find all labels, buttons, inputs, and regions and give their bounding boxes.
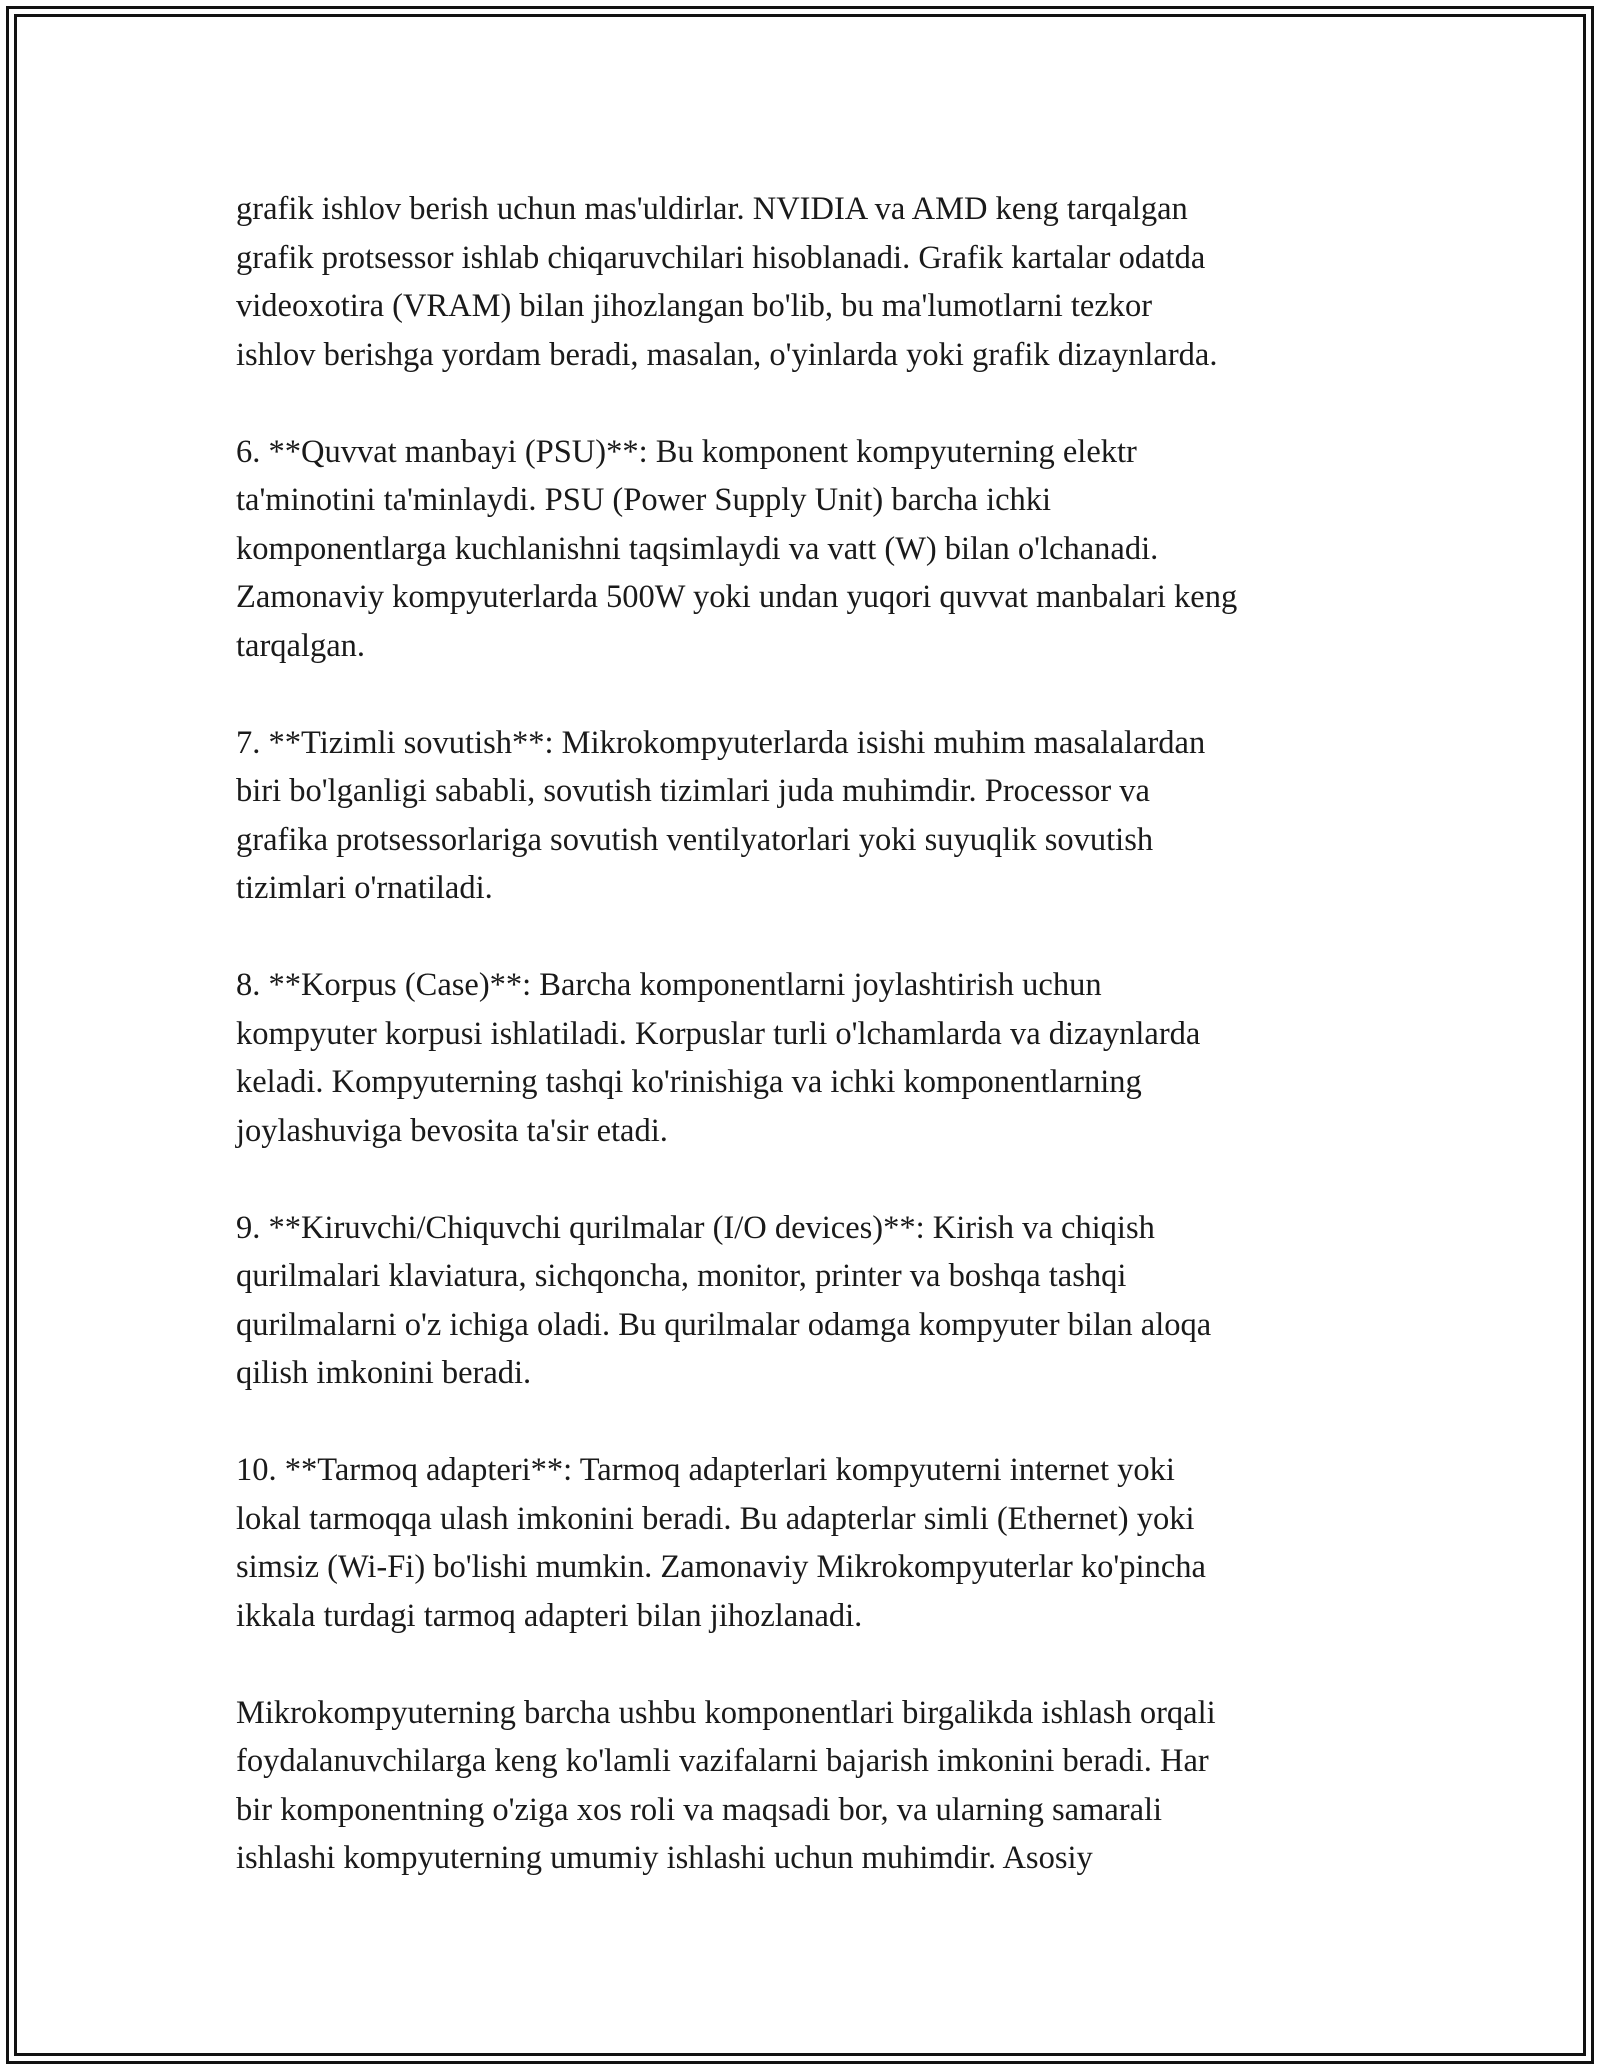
paragraph-network-adapter <box>236 1446 1386 1640</box>
text-line: 10. **Tarmoq adapteri**: Tarmoq adapterlari kompyuterni internet yoki <box>236 1452 1175 1488</box>
paragraph-case <box>236 961 1386 1155</box>
text-line: 8. **Korpus (Case)**: Barcha komponentlarni joylashtirish uchun <box>236 967 1102 1003</box>
text-line: ikkala turdagi tarmoq adapteri bilan jihozlanadi. <box>236 1597 863 1634</box>
paragraph-cooling <box>236 719 1386 913</box>
text-line: Mikrokompyuterning barcha ushbu komponentlari birgalikda ishlash orqali <box>236 1694 1216 1731</box>
text-line: qurilmalarni o'z ichiga oladi. Bu qurilmalar odamga kompyuter bilan aloqa <box>236 1306 1212 1343</box>
paragraph-io-devices <box>236 1204 1386 1398</box>
text-line: lokal tarmoqqa ulash imkonini beradi. Bu adapterlar simli (Ethernet) yoki <box>236 1500 1195 1537</box>
text-line: kompyuter korpusi ishlatiladi. Korpuslar turli o'lchamlarda va dizaynlarda <box>236 1015 1201 1052</box>
paragraph-summary <box>236 1689 1386 1883</box>
document-body <box>236 185 1386 1931</box>
text-line: qurilmalari klaviatura, sichqoncha, monitor, printer va boshqa tashqi <box>236 1258 1127 1294</box>
text-line: qilish imkonini beradi. <box>236 1355 532 1391</box>
text-line: simsiz (Wi-Fi) bo'lishi mumkin. Zamonaviy Mikrokompyuterlar ko'pincha <box>236 1549 1206 1585</box>
paragraph-psu <box>236 428 1386 671</box>
text-line: grafik protsessor ishlab chiqaruvchilari hisoblanadi. Grafik kartalar odatda <box>236 239 1206 276</box>
text-line: ishlov berishga yordam beradi, masalan, o'yinlarda yoki grafik dizaynlarda. <box>236 336 1218 373</box>
text-line: keladi. Kompyuterning tashqi ko'rinishiga va ichki komponentlarning <box>236 1064 1142 1100</box>
text-line: Zamonaviy kompyuterlarda 500W yoki undan yuqori quvvat manbalari keng <box>236 579 1238 615</box>
text-line: foydalanuvchilarga keng ko'lamli vazifalarni bajarish imkonini beradi. Har <box>236 1743 1209 1779</box>
text-line: biri bo'lganligi sababli, sovutish tizimlari juda muhimdir. Processor va <box>236 773 1150 809</box>
text-line: bir komponentning o'ziga xos roli va maqsadi bor, va ularning samarali <box>236 1791 1163 1828</box>
paragraph-graphics-card <box>236 185 1386 379</box>
text-line: 7. **Tizimli sovutish**: Mikrokompyuterlarda isishi muhim masalalardan <box>236 724 1206 761</box>
text-line: komponentlarga kuchlanishni taqsimlaydi va vatt (W) bilan o'lchanadi. <box>236 530 1159 567</box>
text-line: grafik ishlov berish uchun mas'uldirlar. NVIDIA va AMD keng tarqalgan <box>236 191 1188 227</box>
text-line: tarqalgan. <box>236 627 366 664</box>
text-line: 9. **Kiruvchi/Chiquvchi qurilmalar (I/O devices)**: Kirish va chiqish <box>236 1209 1155 1246</box>
text-line: 6. **Quvvat manbayi (PSU)**: Bu komponent kompyuterning elektr <box>236 433 1137 470</box>
text-line: ta'minotini ta'minlaydi. PSU (Power Supply Unit) barcha ichki <box>236 482 1052 518</box>
text-line: videoxotira (VRAM) bilan jihozlangan bo'lib, bu ma'lumotlarni tezkor <box>236 288 1153 324</box>
text-line: joylashuviga bevosita ta'sir etadi. <box>236 1112 668 1149</box>
text-line: tizimlari o'rnatiladi. <box>236 870 493 906</box>
text-line: ishlashi kompyuterning umumiy ishlashi uchun muhimdir. Asosiy <box>236 1840 1093 1876</box>
text-line: grafika protsessorlariga sovutish ventilyatorlari yoki suyuqlik sovutish <box>236 821 1154 858</box>
